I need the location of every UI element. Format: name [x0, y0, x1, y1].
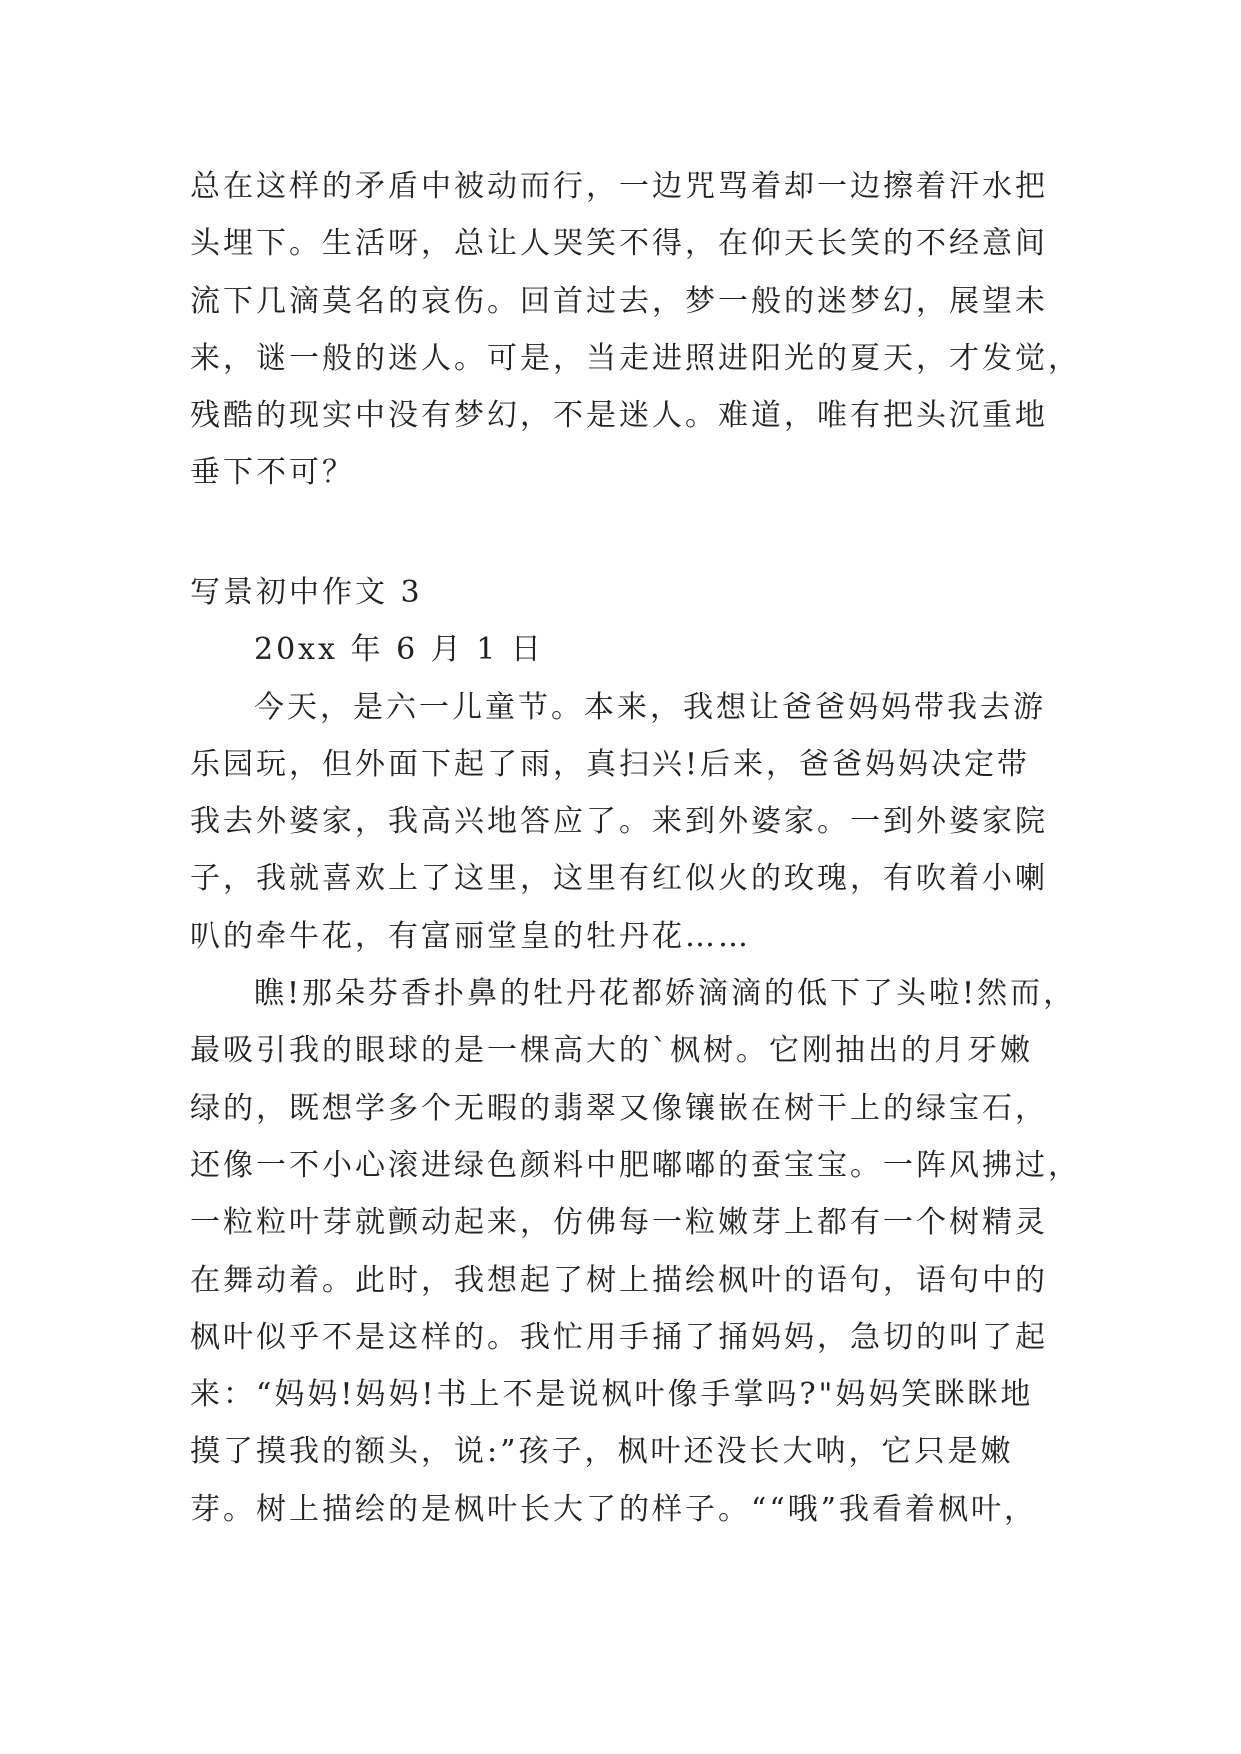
text-line: 流下几滴莫名的哀伤。回首过去，梦一般的迷梦幻，展望未: [190, 283, 1048, 319]
essay-title: 写景初中作文 3: [190, 575, 423, 610]
paragraph-continued: [190, 158, 1081, 502]
text-line: 瞧!那朵芬香扑鼻的牡丹花都娇滴滴的低下了头啦!然而，: [254, 976, 1077, 1012]
text-line: 总在这样的矛盾中被动而行，一边咒骂着却一边擦着汗水把: [190, 169, 1048, 204]
text-line: 今天，是六一儿童节。本来，我想让爸爸妈妈带我去游: [254, 689, 1046, 725]
text-line: 摸了摸我的额头，说:”孩子，枫叶还没长大呐，它只是嫩: [190, 1434, 1014, 1470]
text-line: 来，谜一般的迷人。可是，当走进照进阳光的夏天，才发觉，: [190, 340, 1081, 376]
text-line: 最吸引我的眼球的是一棵高大的`枫树。它刚抽出的月牙嫩: [190, 1033, 1033, 1069]
text-line: 垂下不可？: [190, 455, 355, 491]
text-line: 芽。树上描绘的是枫叶长大了的样子。““哦”我看着枫叶，: [190, 1491, 1038, 1527]
text-line: 绿的，既想学多个无暇的翡翠又像镶嵌在树干上的绿宝石，: [190, 1090, 1048, 1126]
text-line: 头埋下。生活呀，总让人哭笑不得，在仰天长笑的不经意间: [190, 226, 1048, 262]
essay-section: [190, 564, 1081, 1538]
text-line: 枫叶似乎不是这样的。我忙用手捅了捅妈妈，急切的叫了起: [190, 1319, 1048, 1355]
text-line: 在舞动着。此时，我想起了树上描绘枫叶的语句，语句中的: [190, 1262, 1048, 1298]
text-line: 残酷的现实中没有梦幻，不是迷人。难道，唯有把头沉重地: [190, 398, 1048, 434]
text-line: 乐园玩，但外面下起了雨，真扫兴!后来，爸爸妈妈决定带: [190, 746, 1031, 782]
text-line: 我去外婆家，我高兴地答应了。来到外婆家。一到外婆家院: [190, 804, 1048, 840]
text-line: 还像一不小心滚进绿色颜料中肥嘟嘟的蚕宝宝。一阵风拂过，: [190, 1147, 1081, 1183]
text-line: 子，我就喜欢上了这里，这里有红似火的玫瑰，有吹着小喇: [190, 861, 1048, 897]
text-line: 一粒粒叶芽就颤动起来，仿佛每一粒嫩芽上都有一个树精灵: [190, 1205, 1048, 1241]
text-line: 叭的牵牛花，有富丽堂皇的牡丹花……: [190, 918, 751, 954]
essay-date: 20xx 年 6 月 1 日: [254, 632, 544, 668]
text-line: 来：“妈妈!妈妈!书上不是说枫叶像手掌吗?"妈妈笑眯眯地: [190, 1377, 1034, 1413]
